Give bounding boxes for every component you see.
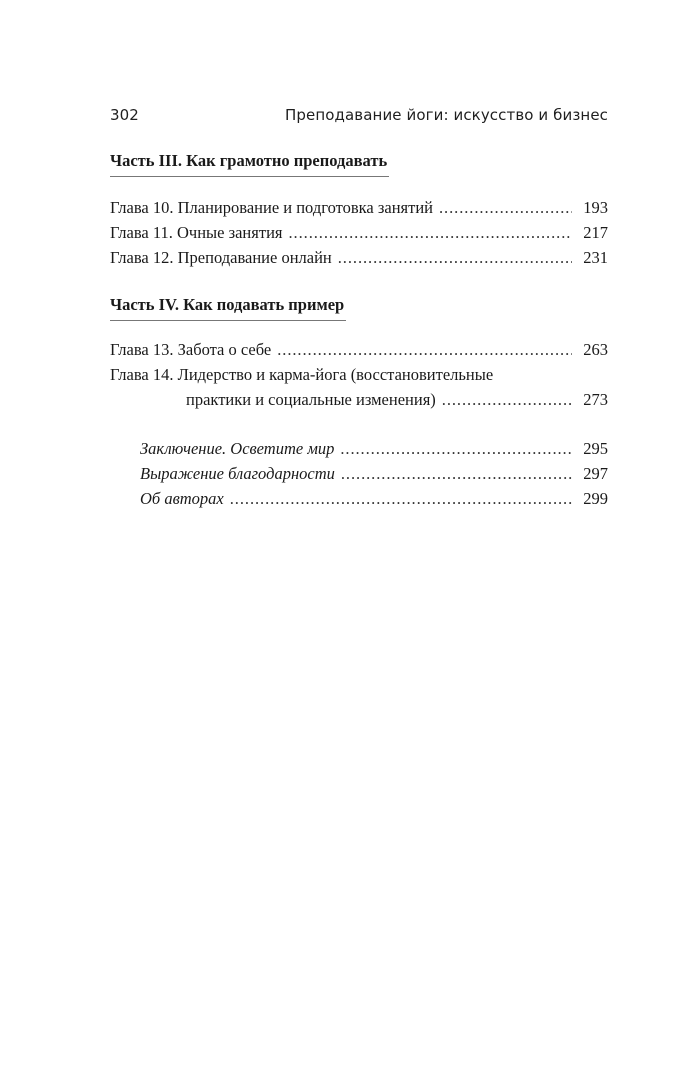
dot-leader <box>341 461 572 486</box>
dot-leader <box>442 387 572 412</box>
toc-entry[interactable] <box>110 461 608 486</box>
toc-entry[interactable] <box>110 337 608 362</box>
toc-entry-label: Глава 10. Планирование и подготовка занятий <box>110 198 433 217</box>
dot-leader <box>439 195 572 220</box>
toc-entry[interactable] <box>110 195 608 220</box>
toc-entry-page: 297 <box>583 464 608 483</box>
dot-leader <box>289 220 573 245</box>
toc-entry[interactable] <box>110 436 608 461</box>
toc-entry-page: 231 <box>583 248 608 267</box>
part-heading <box>110 294 346 321</box>
toc-entry[interactable] <box>110 245 608 270</box>
toc-entry-page: 299 <box>583 489 608 508</box>
toc-entry-line1[interactable] <box>110 362 608 387</box>
part-heading <box>110 150 389 177</box>
toc-entry[interactable] <box>110 486 608 511</box>
toc-entry-line2[interactable] <box>110 387 608 412</box>
toc-entry-page: 295 <box>583 439 608 458</box>
book-title: Преподавание йоги: искусство и бизнес <box>285 106 608 124</box>
toc-entry-label: Глава 12. Преподавание онлайн <box>110 248 332 267</box>
toc-section <box>110 337 608 412</box>
toc-entry[interactable] <box>110 220 608 245</box>
toc-entry-label: Заключение. Осветите мир <box>140 439 335 458</box>
toc-entry-label: Глава 14. Лидерство и карма-йога (восстановительные <box>110 365 494 384</box>
toc-back-matter <box>110 436 608 511</box>
toc-entry-page: 263 <box>583 340 608 359</box>
toc-entry-label-continued: практики и социальные изменения) <box>186 390 436 409</box>
dot-leader <box>340 436 572 461</box>
toc-entry-label: Об авторах <box>140 489 224 508</box>
page-number: 302 <box>110 106 139 124</box>
toc-entry-label: Глава 13. Забота о себе <box>110 340 272 359</box>
toc-entry-page: 217 <box>583 223 608 242</box>
toc-section <box>110 195 608 270</box>
toc-entry-label: Выражение благодарности <box>140 464 335 483</box>
part-title: Часть III. Как грамотно преподавать <box>110 150 389 177</box>
toc-entry-page: 273 <box>583 390 608 409</box>
toc-entry-label: Глава 11. Очные занятия <box>110 223 283 242</box>
part-title: Часть IV. Как подавать пример <box>110 294 346 321</box>
toc-entry-page: 193 <box>583 198 608 217</box>
dot-leader <box>338 245 572 270</box>
dot-leader <box>230 486 572 511</box>
running-head <box>110 106 608 124</box>
dot-leader <box>277 337 572 362</box>
